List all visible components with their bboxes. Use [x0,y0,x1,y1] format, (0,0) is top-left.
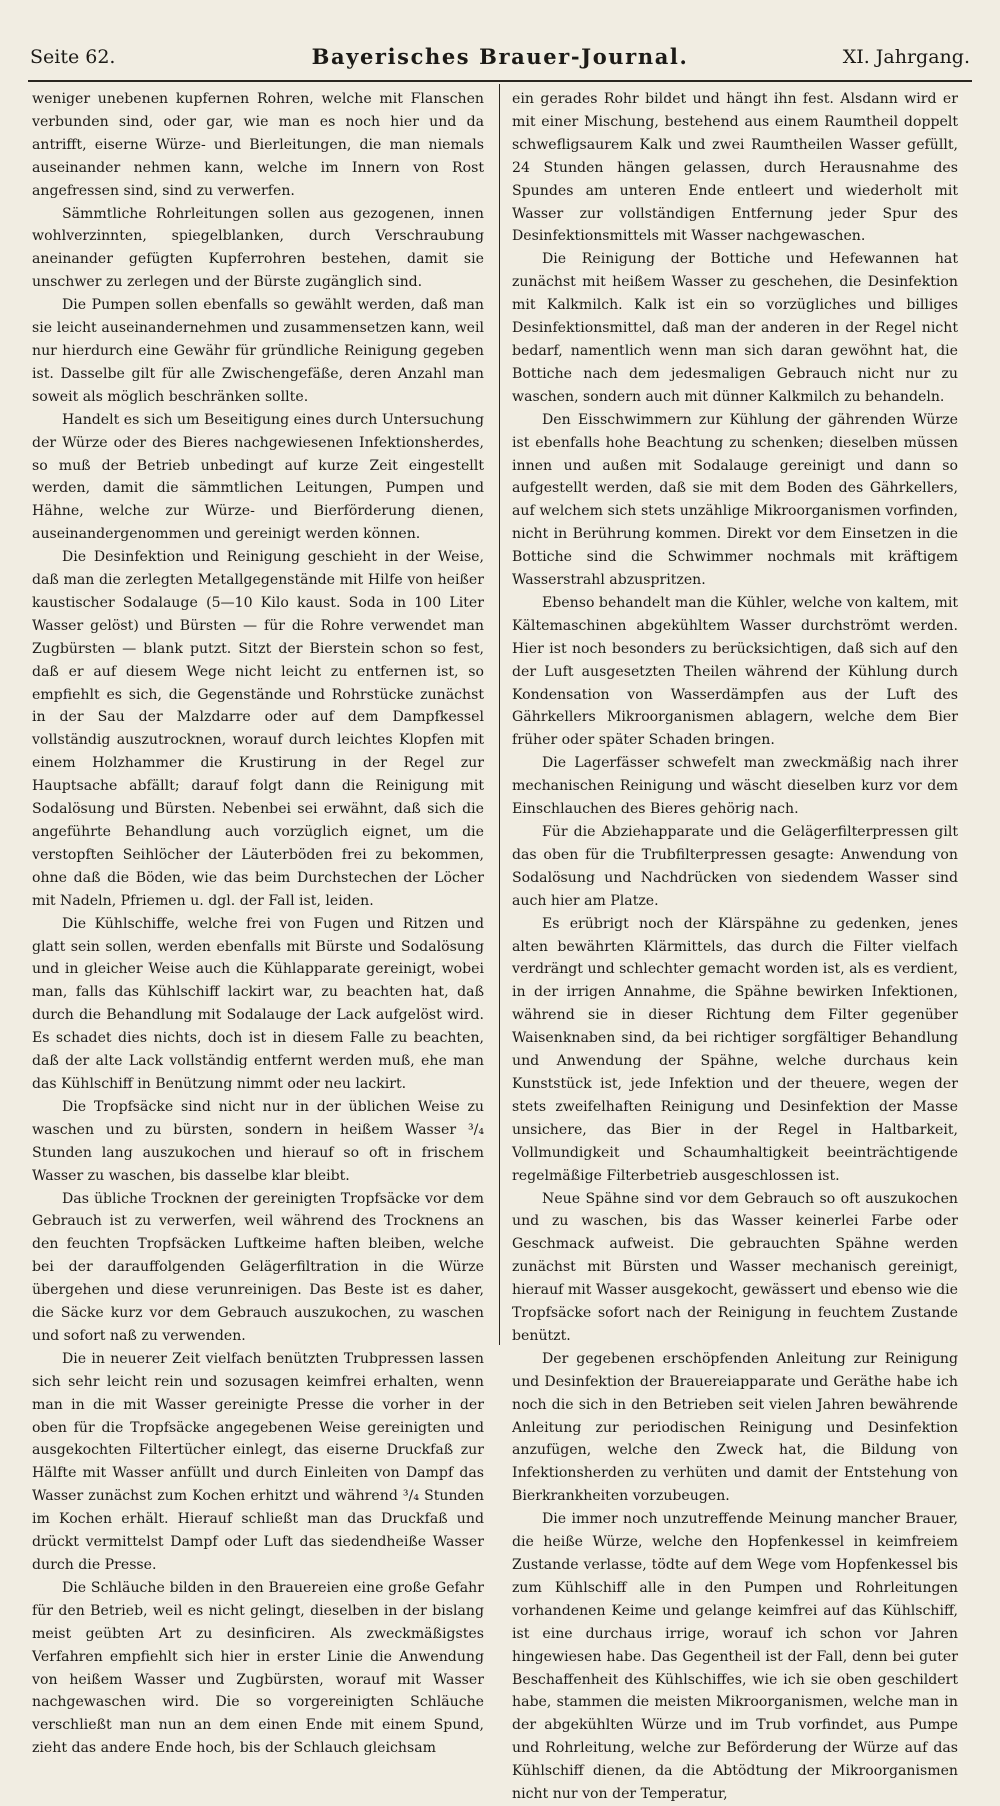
paragraph: weniger unebenen kupfernen Rohren, welche mit Flanschen verbunden sind, oder gar, wie man es noch hier und da antrifft, eiserne Würze- und Bierleitungen, die man niemals auseinander nehmen kann, welche im Innern von Rost angefressen sind, sind zu verwerfen. [32,91,484,199]
paragraph: Es erübrigt noch der Klärspähne zu gedenken, jenes alten bewährten Klärmittels, das durch die Filter vielfach verdrängt und schlechter gemacht worden ist, als es verdient, in der irrigen Annahme, die Spähne bewirken Infektionen, während sie in dieser Richtung dem Filter gegenüber Waisenknaben sind, da bei richtiger sorgfältiger Behandlung und Anwendung der Spähne, welche durchaus kein Kunststück ist, jede Infektion und der theuere, wegen der stets zweifelhaften Reinigung und Desinfektion der Masse unsichere, das Bier in der Regel in Haltbarkeit, Vollmundigkeit und Schaumhaltigkeit beeinträchtigende regelmäßige Filterbetrieb ausgeschlossen ist. [512,915,958,1184]
paragraph: Die immer noch unzutreffende Meinung mancher Brauer, die heiße Würze, welche den Hopfenkessel in keimfreiem Zustande verlasse, tödte auf dem Wege vom Hopfenkessel bis zum Kühlschiff alle in den Pumpen und Rohrleitungen vorhandenen Keime und gelange keimfrei auf das Kühlschiff, ist eine durchaus irrige, worauf ich schon vor Jahren hingewiesen habe. Das Gegentheil ist der Fall, denn bei guter Beschaffenheit des Kühlschiffes, wie ich sie oben geschildert habe, stammen die meisten Mikroorganismen, welche man in der abgekühlten Würze und im Trub vorfindet, aus Pumpe und Rohrleitung, welche zur Beförderung der Würze auf das Kühlschiff dienen, da die Abtödtung der Mikroorganismen nicht nur von der Temperatur, [512,1511,958,1803]
paragraph: Die Pumpen sollen ebenfalls so gewählt werden, daß man sie leicht auseinandernehmen und zusammensetzen kann, weil nur hierdurch eine Gewähr für gründliche Reinigung gegeben ist. Dasselbe gilt für alle Zwischengefäße, deren Anzahl man soweit als möglich beschränken sollte. [32,297,484,405]
paragraph: Der gegebenen erschöpfenden Anleitung zur Reinigung und Desinfektion der Brauereiapparate und Geräthe habe ich noch die sich in den Betrieben seit vielen Jahren bewährende Anleitung zur periodischen Reinigung und Desinfektion anzufügen, welche den Zweck hat, die Bildung von Infektionsherden zu verhüten und damit der Entstehung von Bierkrankheiten vorzubeugen. [512,1350,958,1505]
paragraph: Für die Abziehapparate und die Gelägerfilterpressen gilt das oben für die Trubfilterpressen gesagte: Anwendung von Sodalösung und Nachdrücken von siedendem Wasser sind auch hier am Platze. [512,824,958,909]
right-column [512,88,958,1803]
paragraph: Die Lagerfässer schwefelt man zweckmäßig nach ihrer mechanischen Reinigung und wäscht dieselben kurz vor dem Einschlauchen des Bieres gehörig nach. [512,755,958,818]
paragraph: Die Schläuche bilden in den Brauereien eine große Gefahr für den Betrieb, weil es nicht gelingt, dieselben in der bislang meist geübten Art zu desinficiren. Als zweckmäßigstes Verfahren empfiehlt sich hier in erster Linie die Anwendung von heißem Wasser und Zugbürsten, worauf mit Wasser nachgewaschen wird. Die so vorgereinigten Schläuche verschließt man nun an dem einen Ende mit einem Spund, zieht das andere Ende hoch, bis der Schlauch gleichsam [32,1579,484,1757]
paragraph: Die in neuerer Zeit vielfach benützten Trubpressen lassen sich sehr leicht rein und sozusagen keimfrei erhalten, wenn man in die mit Wasser gereinigte Presse die vorher in der oben für die Tropfsäcke angegebenen Weise gereinigten und ausgekochten Filtertücher einlegt, das eiserne Druckfaß zur Hälfte mit Wasser anfüllt und durch Einleiten von Dampf das Wasser zunächst zum Kochen erhitzt und während ³/₄ Stunden im Kochen erhält. Hierauf schließt man das Druckfaß und drückt vermittelst Dampf oder Luft das siedendheiße Wasser durch die Presse. [32,1350,484,1573]
paragraph: Die Kühlschiffe, welche frei von Fugen und Ritzen und glatt sein sollen, werden ebenfalls mit Bürste und Sodalösung und in gleicher Weise auch die Kühlapparate gereinigt, wobei man, falls das Kühlschiff lackirt war, zu beachten hat, daß durch die Behandlung mit Sodalauge der Lack aufgelöst wird. Es schadet dies nichts, doch ist in diesem Falle zu beachten, daß der alte Lack vollständig entfernt werden muß, ehe man das Kühlschiff in Benützung nimmt oder neu lackirt. [32,915,484,1092]
paragraph: Handelt es sich um Beseitigung eines durch Untersuchung der Würze oder des Bieres nachgewiesenen Infektionsherdes, so muß der Betrieb unbedingt auf kurze Zeit eingestellt werden, damit die sämmtlichen Leitungen, Pumpen und Hähne, welche zur Würze- und Bierförderung dienen, auseinandergenommen und gereinigt werden können. [32,411,484,543]
page-number: Seite 62. [30,46,116,68]
page-header [28,44,972,74]
paragraph: Die Tropfsäcke sind nicht nur in der üblichen Weise zu waschen und zu bürsten, sondern in heißem Wasser ³/₄ Stunden lang auszukochen und hierauf so oft in frischem Wasser zu waschen, bis dasselbe klar bleibt. [32,1098,484,1184]
paragraph: Neue Spähne sind vor dem Gebrauch so oft auszukochen und zu waschen, bis das Wasser keinerlei Farbe oder Geschmack aufweist. Die gebrauchten Spähne werden zunächst mit Bürsten und Wasser mechanisch gereinigt, hierauf mit Wasser ausgekocht, gewässert und ebenso wie die Tropfsäcke sofort nach der Reinigung in feuchtem Zustande benützt. [512,1190,958,1344]
paragraph: Die Desinfektion und Reinigung geschieht in der Weise, daß man die zerlegten Metallgegenstände mit Hilfe von heißer kaustischer Sodalauge (5—10 Kilo kaust. Soda in 100 Liter Wasser gelöst) und Bürsten — für die Rohre verwendet man Zugbürsten — blank putzt. Sitzt der Bierstein schon so fest, daß er auf diesem Wege nicht leicht zu entfernen ist, so empfiehlt es sich, die Gegenstände und Rohrstücke zunächst in der Sau der Malzdarre oder auf dem Dampfkessel vollständig auszutrocknen, worauf durch leichtes Klopfen mit einem Holzhammer die Krustirung in der Regel zur Hauptsache abfällt; darauf folgt dann die Reinigung mit Sodalösung und Bürsten. Nebenbei sei erwähnt, daß sich die angeführte Behandlung auch vorzüglich eignet, um die verstopften Seihlöcher der Läuterböden frei zu bekommen, ohne daß die Böden, wie das beim Durchstechen der Löcher mit Nadeln, Pfriemen u. dgl. der Fall ist, leiden. [32,549,484,909]
paragraph: Das übliche Trocknen der gereinigten Tropfsäcke vor dem Gebrauch ist zu verwerfen, weil während des Trocknens an den feuchten Tropfsäcken Luftkeime haften bleiben, welche bei der darauffolgenden Gelägerfiltration in die Würze übergehen und diese verunreinigen. Das Beste ist es daher, die Säcke kurz vor dem Gebrauch auszukochen, zu waschen und sofort naß zu verwenden. [32,1190,484,1344]
volume-label: XI. Jahrgang. [842,46,970,68]
paragraph: Die Reinigung der Bottiche und Hefewannen hat zunächst mit heißem Wasser zu geschehen, die Desinfektion mit Kalkmilch. Kalk ist ein so vorzügliches und billiges Desinfektionsmittel, daß man der anderen in der Regel nicht bedarf, namentlich wenn man sich daran gewöhnt hat, die Bottiche nach dem jedesmaligen Gebrauch nicht nur zu waschen, sondern auch mit dünner Kalkmilch zu behandeln. [512,251,958,405]
paragraph: ein gerades Rohr bildet und hängt ihn fest. Alsdann wird er mit einer Mischung, bestehend aus einem Raumtheil doppelt schwefligsaurem Kalk und zwei Raumtheilen Wasser gefüllt, 24 Stunden hängen gelassen, durch Herausnahme des Spundes am unteren Ende entleert und wiederholt mit Wasser zur vollständigen Entfernung jeder Spur des Desinfektionsmittels mit Wasser nachgewaschen. [512,91,958,245]
journal-title: Bayerisches Brauer-Journal. [311,44,689,69]
paragraph: Sämmtliche Rohrleitungen sollen aus gezogenen, innen wohlverzinnten, spiegelblanken, durch Verschraubung aneinander gefügten Kupferrohren bestehen, damit sie unschwer zu zerlegen und der Bürste zugänglich sind. [32,205,484,291]
paragraph: Den Eisschwimmern zur Kühlung der gährenden Würze ist ebenfalls hohe Beachtung zu schenken; dieselben müssen innen und außen mit Sodalauge gereinigt und dann so aufgestellt werden, daß sie mit dem Boden des Gährkellers, auf welchem sich stets unzählige Mikroorganismen vorfinden, nicht in Berührung kommen. Direkt vor dem Einsetzen in die Bottiche sind die Schwimmer nochmals mit kräftigem Wasserstrahl abzuspritzen. [512,411,958,589]
paragraph: Ebenso behandelt man die Kühler, welche von kaltem, mit Kältemaschinen abgekühltem Wasser durchströmt werden. Hier ist noch besonders zu berücksichtigen, daß sich auf den der Luft ausgesetzten Theilen während der Kühlung durch Kondensation von Wasserdämpfen aus der Luft des Gährkellers Mikroorganismen ablagern, welche dem Bier früher oder später Schaden bringen. [512,594,958,749]
left-column [32,88,484,1757]
header-rule [28,80,972,82]
column-divider [499,84,500,1345]
